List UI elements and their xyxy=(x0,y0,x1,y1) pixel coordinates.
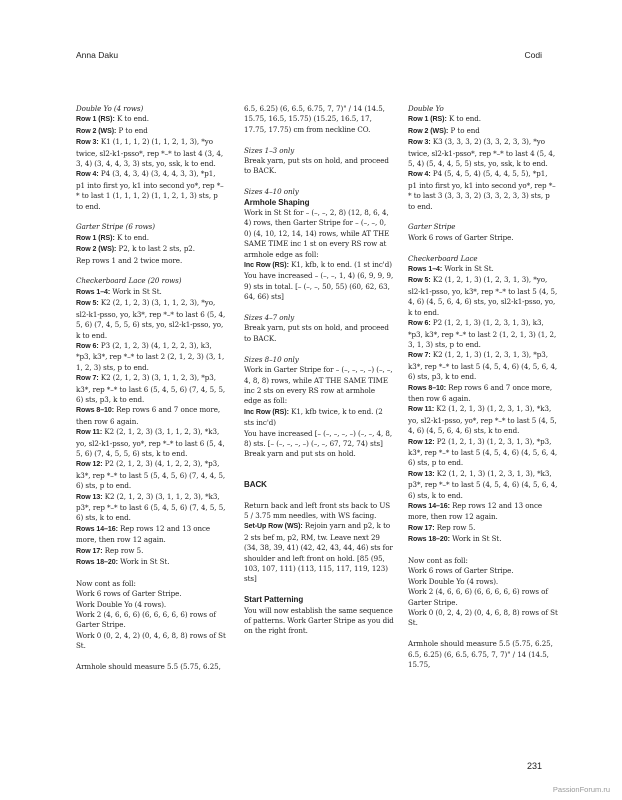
row-label: Row 6: xyxy=(76,342,99,350)
row-text: P2 (2, 1, 2, 3) (4, 1, 2, 2, 3), *p3, k3*, rep *–* to last 5 (5, 4, 5, 6) (7, 4, 4, 5, 6) sts, p to end. xyxy=(76,459,226,491)
instruction-text: Work 2 (4, 6, 6, 6) (6, 6, 6, 6, 6) rows of Garter Stripe. xyxy=(76,610,216,630)
instruction-text: Rep rows 1 and 2 twice more. xyxy=(76,255,183,265)
row-text: Rejoin yarn and p2, k to 2 sts bef m, p2, RM, tw. Leave next 29 (34, 38, 39, 41) (42, 42, 43, 44, 46) sts for shoulder and left front on hold. [85 (95, 103, 107, 111) (113, 115, 117, 119, 123) sts] xyxy=(244,521,393,584)
row-text: P2 (1, 2, 1, 3) (1, 2, 3, 1, 3), *p3, k3*, rep *–* to last 5 (4, 5, 4, 6) (4, 5, 6, 4, 6) sts, p to end. xyxy=(408,436,558,468)
row-label: Row 3: xyxy=(76,139,99,147)
row-label: Row 12: xyxy=(408,438,435,446)
instruction-row xyxy=(408,523,558,534)
instruction-text: You will now establish the same sequence of patterns. Work Garter Stripe as you did on the right front. xyxy=(244,605,394,636)
instruction-text: Now cont as foll: xyxy=(76,578,136,588)
instruction-row xyxy=(76,244,226,255)
instruction-text: Work in St St for – (–, –, 2, 8) (12, 8, 6, 4, 4) rows, then Garter Stripe for – (–, –, 0, 0) (4, 10, 12, 14, 14) rows, while AT THE SAME TIME inc 1 st on every RS row at armhole edge as foll: xyxy=(244,208,390,259)
row-text: K1, kfb, k to end. (1 st inc'd) xyxy=(288,260,392,270)
section-title-garter-stripe: Garter Stripe xyxy=(408,222,456,232)
instruction-row xyxy=(244,260,394,271)
column-right xyxy=(408,104,558,670)
instruction-row xyxy=(76,233,226,244)
author-name: Anna Daku xyxy=(76,50,119,60)
instruction-text: Break yarn, put sts on hold, and proceed to BACK. xyxy=(244,156,389,176)
row-label: Rows 14–16: xyxy=(76,525,118,533)
row-text: K2 (2, 1, 2, 3) (3, 1, 1, 2, 3), *k3, yo, sl2-k1-psso, yo*, rep *–* to last 6 (5, 4, 5, 6) (7, 4, 5, 5, 6) sts, k to end. xyxy=(76,427,225,458)
row-label: Row 2 (WS): xyxy=(76,246,117,254)
start-patterning-heading: Start Patterning xyxy=(244,595,304,605)
row-label: Row 7: xyxy=(76,375,99,383)
row-label: Row 17: xyxy=(76,547,103,555)
instruction-row xyxy=(408,126,558,137)
section-title-checkerboard-lace: Checkerboard Lace xyxy=(408,253,478,263)
row-text: K2 (2, 1, 2, 3) (3, 1, 1, 2, 3), *k3, p3*, rep *–* to last 6 (5, 4, 5, 6) (7, 4, 5, 5, 6) sts, k to end. xyxy=(76,491,226,523)
instruction-text: You have increased [– (–, –, –, –) (–, –, 4, 8, 8) sts. [– (–, –, –, –) (–, –, 67, 72, 74) sts] xyxy=(244,428,393,448)
row-label: Rows 18–20: xyxy=(76,559,118,567)
row-label: Rows 8–10: xyxy=(408,384,447,392)
row-label: Row 12: xyxy=(76,461,103,469)
row-text: P2 (1, 2, 1, 3) (1, 2, 3, 1, 3), k3, *p3, k3*, rep *–* to last 2 (1, 2, 1, 3) (1, 2, 3, 1, 3) sts, p to end. xyxy=(408,318,557,349)
column-left xyxy=(76,104,226,672)
row-label: Row 6: xyxy=(408,320,431,328)
instruction-text: Armhole should measure 5.5 (5.75, 6.25, 6.5, 6.25) (6, 6.5, 6.75, 7, 7)" / 14 (14.5, 15.75, xyxy=(408,639,553,670)
instruction-row xyxy=(408,275,558,318)
row-text: Work in St St. xyxy=(449,534,502,544)
instruction-row xyxy=(76,546,226,557)
row-label: Rows 1–4: xyxy=(76,288,111,296)
instruction-text: Work 6 rows of Garter Stripe. xyxy=(408,566,514,576)
row-text: P to end xyxy=(116,125,148,135)
row-label: Row 1 (RS): xyxy=(76,234,115,242)
row-label: Rows 18–20: xyxy=(408,536,450,544)
row-text: Work in St St. xyxy=(110,286,162,296)
instruction-text: Work 2 (4, 6, 6, 6) (6, 6, 6, 6, 6) rows of Garter Stripe. xyxy=(408,587,548,607)
row-label: Row 1 (RS): xyxy=(408,116,447,124)
row-text: P3 (2, 1, 2, 3) (4, 1, 2, 2, 3), k3, *p3, k3*, rep *–* to last 2 (2, 1, 2, 3) (3, 1, 1, 2, 3) sts, p to end. xyxy=(76,340,225,372)
instruction-row xyxy=(76,137,226,169)
row-text: K2 (1, 2, 1, 3) (1, 2, 3, 1, 3), *p3, k3*, rep *–* to last 5 (4, 5, 4, 6) (4, 5, 6, 4, 6) sts, p3, k to end. xyxy=(408,350,558,382)
instruction-text: Break yarn, put sts on hold, and proceed to BACK. xyxy=(244,323,389,343)
row-text: K2 (1, 2, 1, 3) (1, 2, 3, 1, 3), *k3, p3*, rep *–* to last 5 (4, 5, 4, 6) (4, 5, 6, 4, 6) sts, k to end. xyxy=(408,468,558,500)
instruction-row xyxy=(408,318,558,350)
row-text: P4 (5, 4, 5, 4) (5, 4, 4, 5, 5), *p1, p1 into first yo, k1 into second yo*, rep *–* to last 3 (3, 3, 3, 2) (3, 3, 2, 3, 3) sts, p to end. xyxy=(408,169,556,211)
instruction-text: Return back and left front sts back to US 5 / 3.75 mm needles, with WS facing. xyxy=(244,500,391,520)
row-label: Set-Up Row (WS): xyxy=(244,523,303,531)
section-title-sizes-4-10: Sizes 4–10 only xyxy=(244,187,299,197)
row-text: K1, kfb twice, k to end. (2 sts inc'd) xyxy=(244,406,383,428)
row-label: Row 4: xyxy=(76,171,99,179)
instruction-row xyxy=(76,169,226,212)
row-text: P to end xyxy=(448,125,480,135)
instruction-row xyxy=(76,114,226,125)
instruction-text: Work 0 (0, 2, 4, 2) (0, 4, 6, 8, 8) rows of St St. xyxy=(76,630,226,651)
instruction-text: Work Double Yo (4 rows). xyxy=(408,576,499,586)
instruction-row xyxy=(408,469,558,501)
row-text: Rep rows 6 and 7 once more, then row 6 again. xyxy=(408,382,553,403)
instruction-row xyxy=(76,427,226,459)
row-text: K2 (2, 1, 2, 3) (3, 1, 1, 2, 3), *p3, k3*, rep *–* to last 6 (5, 4, 5, 6) (7, 4, 5, 5, 6) sts, p3, k to end. xyxy=(76,373,226,404)
row-label: Row 5: xyxy=(76,300,99,308)
row-text: K1 (1, 1, 1, 2) (1, 1, 2, 1, 3), *yo twice, sl2-k1-psso*, rep *–* to last 4 (3, 4, 3, 4) (3, 4, 4, 3, 3) sts, yo, ssk, k to end. xyxy=(76,137,224,169)
instruction-text: Work Double Yo (4 rows). xyxy=(76,599,167,609)
row-label: Rows 8–10: xyxy=(76,407,115,415)
instruction-row xyxy=(76,557,226,568)
instruction-row xyxy=(76,341,226,373)
row-label: Rows 14–16: xyxy=(408,503,450,510)
instruction-row xyxy=(76,287,226,298)
row-text: K2 (1, 2, 1, 3) (1, 2, 3, 1, 3), *k3, yo, sl2-k1-psso, yo*, rep *–* to last 5 (4, 5, 4, 6) (4, 5, 6, 4, 6) sts, k to end. xyxy=(408,404,557,436)
instruction-row xyxy=(76,298,226,341)
instruction-text: 6.5, 6.25) (6, 6.5, 6.75, 7, 7)" / 14 (14.5, 15.75, 16.5, 15.75) (15.25, 16.5, 17, 17.75, 17.75) cm from neckline CO. xyxy=(244,104,385,134)
instruction-text: Now cont as foll: xyxy=(408,556,468,566)
row-text: Work in St St. xyxy=(117,557,170,567)
row-label: Row 17: xyxy=(408,524,435,532)
row-label: Row 11: xyxy=(408,406,435,414)
armhole-shaping-heading: Armhole Shaping xyxy=(244,197,310,207)
row-text: K3 (3, 3, 3, 2) (3, 3, 2, 3, 3), *yo twice, sl2-k1-psso*, rep *–* to last 4 (5, 4, 5, 4) (5, 4, 4, 5, 5) sts, yo, ssk, k to end. xyxy=(408,137,556,169)
row-text: Rep rows 12 and 13 once more, then row 12 again. xyxy=(76,523,211,545)
back-heading: BACK xyxy=(244,479,267,489)
instruction-row xyxy=(76,373,226,405)
row-text: Rep rows 12 and 13 once more, then row 12 again. xyxy=(408,501,543,522)
instruction-text: Break yarn and put sts on hold. xyxy=(244,449,356,459)
instruction-row xyxy=(244,407,394,429)
instruction-row xyxy=(408,404,558,436)
row-text: K to end. xyxy=(446,114,481,124)
instruction-row xyxy=(76,459,226,491)
instruction-text: Work 0 (0, 2, 4, 2) (0, 4, 6, 8, 8) rows of St St. xyxy=(408,608,558,628)
instruction-row xyxy=(408,437,558,469)
row-text: K2 (2, 1, 2, 3) (3, 1, 1, 2, 3), *yo, sl2-k1-psso, yo, k3*, rep *–* to last 6 (5, 4, 5, 6) (7, 4, 5, 5, 6) sts, yo, sl2-k1-psso, yo, k to end. xyxy=(76,298,226,340)
instruction-text: You have increased – (–, –, 1, 4) (6, 9, 9, 9, 9) sts in total. [– (–, –, 50, 55) (60, 62, 63, 64, 66) sts] xyxy=(244,271,394,302)
pattern-title: Codi xyxy=(524,50,542,60)
instruction-row xyxy=(408,534,558,545)
row-label: Row 4: xyxy=(408,171,431,179)
instruction-row xyxy=(408,383,558,405)
row-text: Rep rows 6 and 7 once more, then row 6 again. xyxy=(76,405,221,426)
row-text: P2, k to last 2 sts, p2. xyxy=(116,244,195,254)
instruction-row xyxy=(76,524,226,546)
row-label: Row 7: xyxy=(408,352,431,360)
row-label: Row 11: xyxy=(76,429,103,437)
row-text: Rep row 5. xyxy=(434,522,476,532)
row-text: Rep row 5. xyxy=(102,545,144,555)
row-text: Work in St St. xyxy=(442,264,494,274)
row-label: Inc Row (RS): xyxy=(244,408,289,416)
section-title-sizes-1-3: Sizes 1–3 only xyxy=(244,145,295,155)
instruction-row xyxy=(244,521,394,584)
row-label: Row 13: xyxy=(408,470,435,478)
instruction-row xyxy=(408,350,558,382)
instruction-text: Work 6 rows of Garter Stripe. xyxy=(408,232,514,242)
row-text: K to end. xyxy=(114,232,149,242)
section-title-double-yo: Double Yo (4 rows) xyxy=(76,104,144,113)
watermark: PassionForum.ru xyxy=(552,785,610,794)
instruction-text: Armhole should measure 5.5 (5.75, 6.25, xyxy=(76,662,221,672)
instruction-row xyxy=(408,114,558,125)
instruction-row xyxy=(408,501,558,523)
row-text: K2 (1, 2, 1, 3) (1, 2, 3, 1, 3), *yo, sl2-k1-psso, yo, k3*, rep *–* to last 5 (4, 5, 4, 6) (4, 5, 6, 4, 6) sts, yo, sl2-k1-psso, yo, k to end. xyxy=(408,275,558,317)
page-number: 231 xyxy=(526,761,542,771)
instruction-row xyxy=(76,126,226,137)
row-label: Row 1 (RS): xyxy=(76,116,115,124)
row-label: Row 5: xyxy=(408,277,431,285)
section-title-sizes-8-10: Sizes 8–10 only xyxy=(244,354,299,364)
instruction-text: Work 6 rows of Garter Stripe. xyxy=(76,589,182,599)
instruction-row xyxy=(76,492,226,524)
instruction-row xyxy=(408,169,558,212)
row-label: Row 3: xyxy=(408,139,431,147)
instruction-row xyxy=(408,137,558,169)
instruction-row xyxy=(408,264,558,275)
row-label: Row 2 (WS): xyxy=(76,127,117,135)
row-text: P4 (3, 4, 3, 4) (3, 4, 4, 3, 3), *p1, p1 into first yo, k1 into second yo*, rep *–* to last 1 (1, 1, 1, 2) (1, 1, 2, 1, 3) sts, p to end. xyxy=(76,169,224,211)
instruction-text: Work in Garter Stripe for – (–, –, –, –) (–, –, 4, 8, 8) rows, while AT THE SAME TIME inc 2 sts on every RS row at armhole edge as foll: xyxy=(244,365,393,406)
row-label: Row 2 (WS): xyxy=(408,127,449,135)
section-title-double-yo: Double Yo xyxy=(408,104,444,113)
section-title-garter-stripe: Garter Stripe (6 rows) xyxy=(76,222,155,232)
row-label: Rows 1–4: xyxy=(408,266,443,274)
row-text: K to end. xyxy=(114,114,149,124)
column-middle xyxy=(244,104,394,637)
section-title-sizes-4-7: Sizes 4–7 only xyxy=(244,313,295,323)
row-label: Inc Row (RS): xyxy=(244,262,289,270)
row-label: Row 13: xyxy=(76,493,103,501)
instruction-row xyxy=(76,405,226,427)
section-title-checkerboard-lace: Checkerboard Lace (20 rows) xyxy=(76,276,182,286)
